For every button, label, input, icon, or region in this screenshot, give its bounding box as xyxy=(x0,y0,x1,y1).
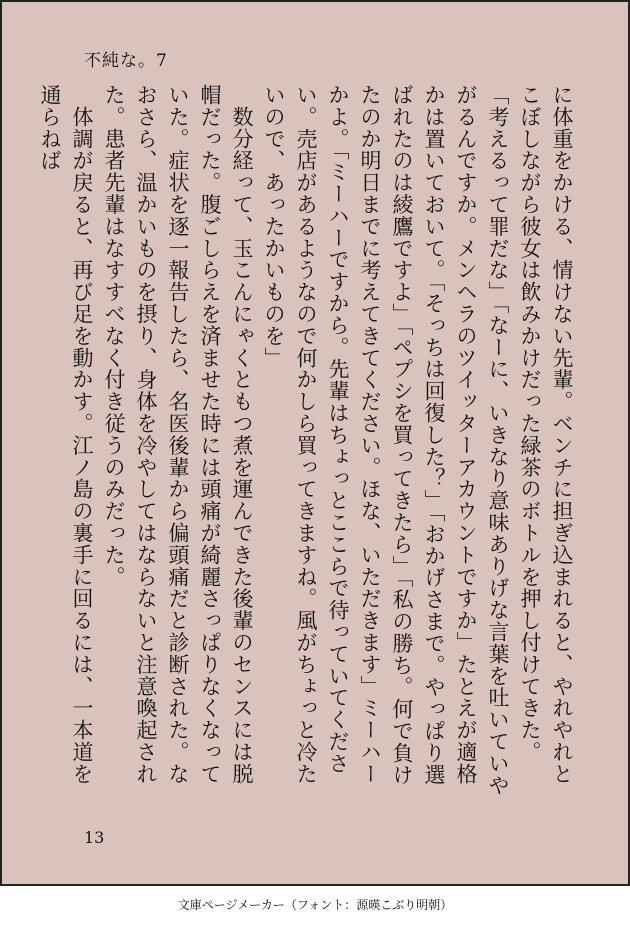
footer-credit: 文庫ページメーカー（フォント：源暎こぶり明朝） xyxy=(177,898,453,912)
paragraph: に体重をかける、情けない先輩。ベンチに担ぎ込まれると、やれやれとこぼしながら彼女は飲みかけだった緑茶のボトルを押し付けてきた。 xyxy=(518,84,574,785)
page-header: 不純な。7 xyxy=(84,51,168,71)
page-number: 13 xyxy=(84,828,105,847)
paragraph: 体調が戻ると、再び足を動かす。江ノ島の裏手に回るには、一本道を通らねば xyxy=(38,84,94,785)
paragraph: 「考えるって罪だな」「なーに、いきなり意味ありげな言葉を吐いていやがるんですか。メンヘラのツイッターアカウントですか」たとえが適格かは置いておいて。「そっちは回復した？」「おかげさまで。やっぱり選ばれたのは綾鷹ですよ」「ペプシを買ってきたら」「私の勝ち。何で負けたのか明日までに考えてきてください。ほな、いただきます」ミーハーかよ。「ミーハーですから。先輩はちょっとここらで待っていてください。売店があるようなので何かしら買ってきますね。風がちょっと冷たいので、あったかいものを」 xyxy=(262,84,510,797)
paragraph: 数分経って、玉こんにゃくともつ煮を運んできた後輩のセンスには脱帽だった。腹ごしらえを済ませた時には頭痛が綺麗さっぱりなくなっていた。症状を逐一報告したら、名医後輩から偏頭痛だと診断された。なおさら、温かいものを摂り、身体を冷やしてはならないと注意喚起された。患者先輩はなすすべなく付き従うのみだった。 xyxy=(102,84,254,785)
body-text xyxy=(34,84,578,804)
